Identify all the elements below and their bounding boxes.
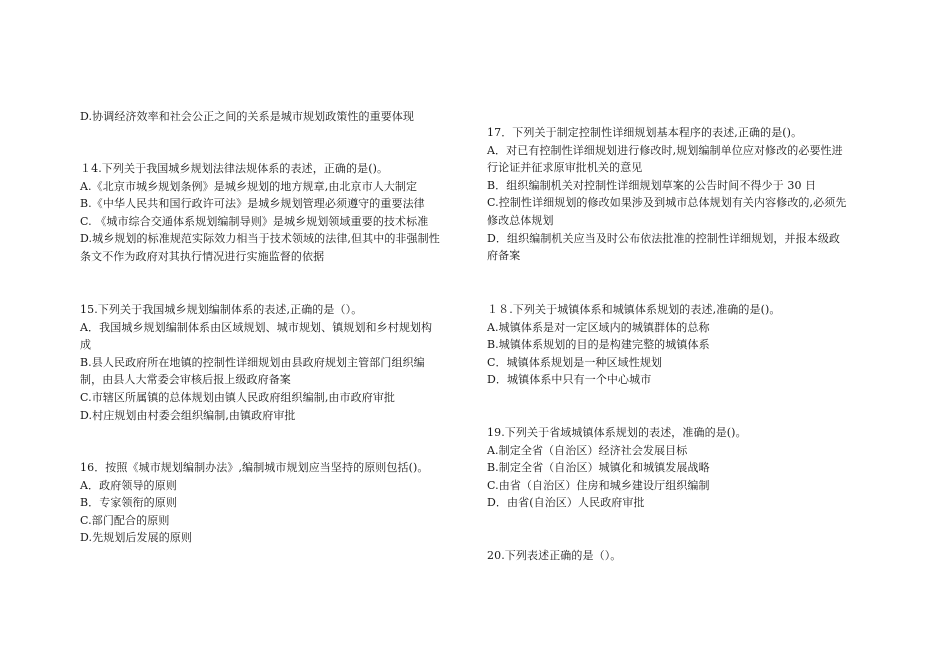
question-stem: 16．按照《城市规划编制办法》,编制城市规划应当坚持的原则包括()。 [80,461,429,474]
option-d: D.先规划后发展的原则 [80,531,193,545]
option-c: C. 《城市综合交通体系规划编制导则》是城乡规划领域重要的技术标准 [80,214,429,228]
option-b-continued: 制，由县人大常委会审核后报上级政府备案 [80,373,291,387]
lead-option [80,108,480,126]
option-a: A．我国城乡规划编制体系由区域规划、城市规划、镇规划和乡村规划构 [80,320,433,334]
option-d: D．城镇体系中只有一个中心城市 [487,373,652,387]
question-16 [80,459,480,547]
question-17 [487,124,887,265]
question-stem: 15.下列关于我国城乡规划编制体系的表述,正确的是（）。 [80,303,363,316]
option-b: B.制定全省（自治区）城镇化和城镇发展战略 [487,461,710,475]
option-d: D．组织编制机关应当及时公布依法批准的控制性详细规划，并报本级政 [487,231,841,245]
option-d-text: D.协调经济效率和社会公正之间的关系是城市规划政策性的重要体现 [80,110,415,123]
option-c-continued: 修改总体规划 [487,213,554,227]
question-stem: 20.下列表述正确的是（）。 [487,549,622,562]
option-a-continued: 行论证并征求原审批机关的意见 [487,161,643,175]
question-14 [80,160,480,266]
option-d-continued: 府备案 [487,249,521,263]
option-b: B．组织编制机关对控制性详细规划草案的公告时间不得少于 30 日 [487,178,817,192]
option-c: C.部门配合的原则 [80,513,170,527]
question-15 [80,301,480,424]
option-b: B．专家领衔的原则 [80,496,177,510]
question-stem: １８.下列关于城镇体系和城镇体系规划的表述,准确的是()。 [487,303,781,316]
question-20 [487,547,887,565]
option-d: D．由省(自治区）人民政府审批 [487,496,645,510]
question-19 [487,424,887,512]
option-a: A．对已有控制性详细规划进行修改时,规划编制单位应对修改的必要性进 [487,143,843,157]
option-c: C.市辖区所属镇的总体规划由镇人民政府组织编制,由市政府审批 [80,390,396,404]
option-a-continued: 成 [80,338,92,352]
option-c: C．城镇体系规划是一种区域性规划 [487,355,663,369]
option-c: C.由省（自治区）住房和城乡建设厅组织编制 [487,478,710,492]
option-a: A.制定全省（自治区）经济社会发展目标 [487,443,688,457]
option-d: D.村庄规划由村委会组织编制,由镇政府审批 [80,408,296,422]
option-b: B.城镇体系规划的目的是构建完整的城镇体系 [487,338,710,352]
question-stem: 19.下列关于省域城镇体系规划的表述，准确的是()。 [487,426,747,439]
option-a: A.城镇体系是对一定区域内的城镇群体的总称 [487,320,710,334]
option-b: B.《中华人民共和国行政许可法》是城乡规划管理必须遵守的重要法律 [80,197,425,211]
option-c: C.控制性详细规划的修改如果涉及到城市总体规划有关内容修改的,必须先 [487,196,847,210]
question-stem: １4.下列关于我国城乡规划法律法规体系的表述，正确的是()。 [80,162,389,175]
option-b: B.县人民政府所在地镇的控制性详细规划由县政府规划主管部门组织编 [80,355,425,369]
question-stem: 17．下列关于制定控制性详细规划基本程序的表述,正确的是()。 [487,126,803,139]
option-d-continued: 条文不作为政府对其执行情况进行实施监督的依据 [80,249,325,263]
option-a: A．政府领导的原则 [80,478,177,492]
question-18 [487,301,887,389]
option-a: A.《北京市城乡规划条例》是城乡规划的地方规章,由北京市人大制定 [80,179,418,193]
option-d: D.城乡规划的标准规范实际效力相当于技术领域的法律,但其中的非强制性 [80,232,440,246]
